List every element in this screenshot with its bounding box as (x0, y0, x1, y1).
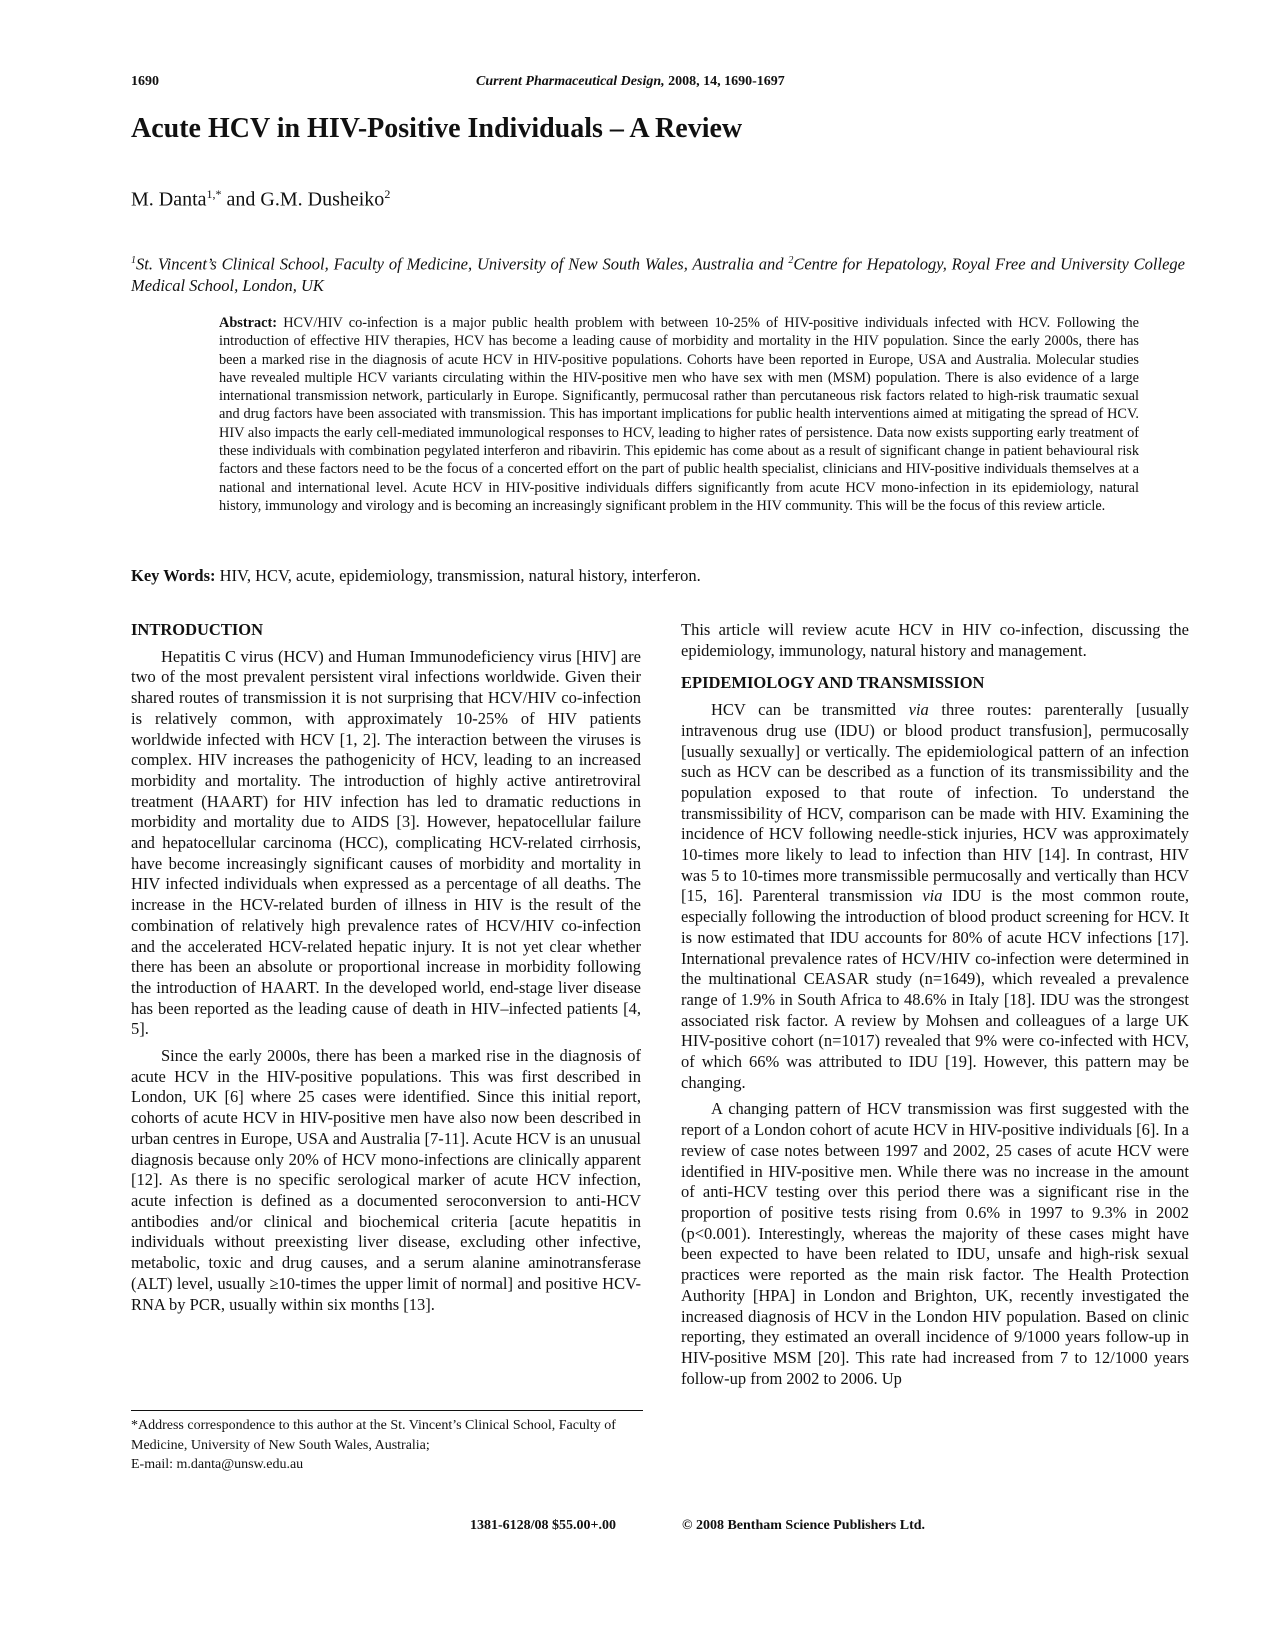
right-column (681, 620, 1189, 1395)
running-header (131, 74, 1189, 94)
article-title: Acute HCV in HIV-Positive Individuals – A Review (131, 113, 743, 144)
review-scope-paragraph: This article will review acute HCV in HIV co-infection, discussing the epidemiology, immunology, natural history and management. (681, 620, 1189, 660)
author-connector: and G.M. Dusheiko (221, 188, 385, 211)
section-heading-introduction: INTRODUCTION (131, 620, 264, 639)
keywords (131, 566, 701, 586)
abstract (219, 314, 1139, 515)
intro-paragraph-2: Since the early 2000s, there has been a marked rise in the diagnosis of acute HCV in the HIV-positive populations. This was first described in London, UK [6] where 25 cases were identified. Since this initial report, cohorts of acute HCV in HIV-positive men have also now been described in urban centres in Europe, USA and Australia [7-11]. Acute HCV is an unusual diagnosis because only 20% of HCV mono-infections are clinically apparent [12]. As there is no specific serological marker of acute HCV infection, acute infection is defined as a documented seroconversion to anti-HCV antibodies and/or clinical and biochemical criteria [acute hepatitis in individuals without preexisting liver disease, excluding other infective, metabolic, toxic and drug causes, and a serum alanine aminotransferase (ALT) level, usually ≥10-times the upper limit of normal] and positive HCV-RNA by PCR, usually within six months [13]. (131, 1046, 641, 1314)
text-run: IDU is the most common route, especially following the introduction of blood product screening for HCV. It is now estimated that IDU accounts for 80% of acute HCV infections [17]. International prevalence rates of HCV/HIV co-infection were determined in the multinational CEASAR study (n=1649), which revealed a prevalence range of 1.9% in South Africa to 48.6% in Italy [18]. IDU was the strongest associated risk factor. A review by Mohsen and colleagues of a large UK HIV-positive cohort (n=1017) revealed that 9% were co-infected with HCV, of which 66% was attributed to IDU [19]. However, this pattern may be changing. (681, 886, 1189, 1092)
footnote-email: E-mail: m.danta@unsw.edu.au (131, 1457, 304, 1472)
affiliation-text-1: St. Vincent’s Clinical School, Faculty of Medicine, University of New South Wales, Australia and (136, 254, 789, 274)
journal-name: Current Pharmaceutical Design, (476, 74, 665, 89)
text-run: three routes: parenterally [usually intravenous drug use (IDU) or blood product transfusion], permucosally [usually sexually] or vertically. The epidemiological pattern of an infection such as HCV can be described as a function of its transmissibility and the population exposed to that route of infection. To understand the transmissibility of HCV, comparison can be made with HIV. Examining the incidence of HCV following needle-stick injuries, HCV was approximately 10-times more likely to lead to infection than HIV [14]. In contrast, HIV was 5 to 10-times more transmissible permucosally and vertically than HCV [15, 16]. Parenteral transmission (681, 700, 1189, 906)
affiliation-2-marker: 2 (788, 255, 794, 266)
text-run: HCV can be transmitted (711, 700, 909, 720)
epidemiology-paragraph-1 (681, 700, 1189, 1093)
correspondence-footnote (131, 1416, 643, 1475)
abstract-label: Abstract: (219, 315, 277, 331)
italic-term: via (922, 886, 943, 906)
footnote-rule (131, 1410, 643, 1411)
section-heading-epidemiology: EPIDEMIOLOGY AND TRANSMISSION (681, 673, 985, 693)
epidemiology-paragraph-2: A changing pattern of HCV transmission was first suggested with the report of a London cohort of acute HCV in HIV-positive individuals [6]. In a review of case notes between 1997 and 2002, 25 cases of acute HCV were identified in HIV-positive men. While there was no increase in the amount of anti-HCV testing over this period there was a significant rise in the proportion of positive tests rising from 0.6% in 1997 to 9.3% in 2002 (p<0.001). Interestingly, whereas the majority of these cases might have been expected to have been related to IDU, unsafe and high-risk sexual practices were reported as the main risk factor. The Health Protection Authority [HPA] in London and Brighton, UK, recently investigated the increased diagnosis of HCV in the London HIV population. Based on clinic reporting, they estimated an overall incidence of 9/1000 years follow-up in HIV-positive MSM [20]. This rate had increased from 7 to 12/1000 years follow-up from 2002 to 2006. Up (681, 1099, 1189, 1388)
keywords-text: HIV, HCV, acute, epidemiology, transmission, natural history, interferon. (215, 566, 701, 585)
journal-citation (476, 74, 785, 90)
italic-term: via (908, 700, 929, 720)
affiliation-text-2: Centre for Hepatology, Royal Free and University College Medical School, London, UK (131, 254, 1185, 295)
author-1-superscript: 1,* (206, 187, 222, 201)
author-2-superscript: 2 (384, 187, 391, 201)
abstract-text: HCV/HIV co-infection is a major public health problem with between 10-25% of HIV-positive individuals infected with HCV. Following the introduction of effective HIV therapies, HCV has become a leading cause of morbidity and mortality in the HIV population. Since the early 2000s, there has been a marked rise in the diagnosis of acute HCV in HIV-positive populations. Cohorts have been reported in Europe, USA and Australia. Molecular studies have revealed multiple HCV variants circulating within the HIV-positive men who have sex with men (MSM) population. There is also evidence of a large international transmission network, particularly in Europe. Significantly, permucosal rather than percutaneous risk factors related to high-risk traumatic sexual and drug factors have been associated with transmission. This has important implications for public health interventions aimed at mitigating the spread of HCV. HIV also impacts the early cell-mediated immunological responses to HCV, leading to higher rates of persistence. Data now exists supporting early treatment of these individuals with combination pegylated interferon and ribavirin. This epidemic has come about as a result of significant change in patient behavioural risk factors and these factors need to be the focus of a concerted effort on the part of public health specialist, clinicians and HIV-positive individuals themselves at a national and international level. Acute HCV in HIV-positive individuals differs significantly from acute HCV mono-infection in its epidemiology, natural history, immunology and virology and is becoming an increasingly significant problem in the HIV community. This will be the focus of this review article. (219, 315, 1139, 514)
affiliations (131, 250, 1185, 296)
footer-copyright: © 2008 Bentham Science Publishers Ltd. (682, 1518, 926, 1533)
intro-paragraph-1: Hepatitis C virus (HCV) and Human Immunodeficiency virus [HIV] are two of the most prevalent persistent viral infections worldwide. Given their shared routes of transmission it is not surprising that HCV/HIV co-infection is relatively common, with approximately 10-25% of HIV patients worldwide infected with HCV [1, 2]. The interaction between the viruses is complex. HIV increases the pathogenicity of HCV, leading to an increased morbidity and mortality. The introduction of highly active antiretroviral treatment (HAART) for HIV infection has led to dramatic reductions in morbidity and mortality due to AIDS [3]. However, hepatocellular failure and hepatocellular carcinoma (HCC), complicating HCV-related cirrhosis, have become increasingly significant causes of morbidity and mortality in HIV infected individuals when expressed as a percentage of all deaths. The increase in the HCV-related burden of illness in HIV is the result of the combination of relatively high prevalence rates of HCV/HIV co-infection and the accelerated HCV-related hepatic injury. It is not yet clear whether there has been an absolute or proportional increase in morbidity following the introduction of HAART. In the developed world, end-stage liver disease has been reported as the leading cause of death in HIV–infected patients [4, 5]. (131, 646, 641, 1039)
footer-issn-price: 1381-6128/08 $55.00+.00 (470, 1518, 617, 1533)
journal-details: 2008, 14, 1690-1697 (664, 74, 785, 89)
author-1: M. Danta (131, 188, 207, 211)
affiliation-1-marker: 1 (131, 255, 136, 266)
author-list (131, 187, 390, 212)
keywords-label: Key Words: (131, 566, 216, 585)
page-number: 1690 (131, 74, 159, 89)
footnote-address: *Address correspondence to this author at the St. Vincent’s Clinical School, Faculty of Medicine, University of New South Wales, Australia; (131, 1418, 616, 1453)
left-column (131, 620, 641, 1321)
